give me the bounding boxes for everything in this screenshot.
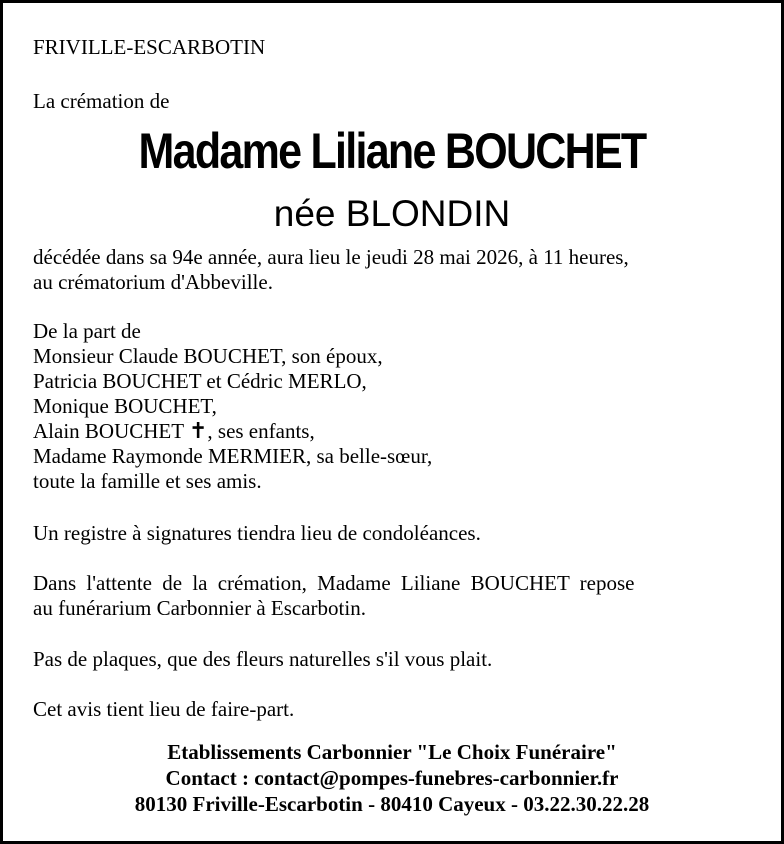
family-member: Madame Raymonde MERMIER, sa belle-sœur, xyxy=(33,444,433,468)
family-list xyxy=(33,319,751,494)
family-intro: De la part de xyxy=(33,319,141,343)
ceremony-line-2: au crématorium d'Abbeville. xyxy=(33,270,273,294)
registry-note: Un registre à signatures tiendra lieu de condoléances. xyxy=(33,521,481,545)
announcement-note: Cet avis tient lieu de faire-part. xyxy=(33,697,295,721)
maiden-name: née BLONDIN xyxy=(273,193,511,234)
family-member-deceased xyxy=(33,419,751,444)
ceremony-details xyxy=(33,245,751,295)
rest-details xyxy=(33,571,751,621)
cross-icon: ✝ xyxy=(188,419,208,444)
ceremony-line-1: décédée dans sa 94e année, aura lieu le jeudi 28 mai 2026, à 11 heures, xyxy=(33,245,629,269)
company-name: Etablissements Carbonnier "Le Choix Funéraire" xyxy=(167,740,617,764)
family-member: Monique BOUCHET, xyxy=(33,394,217,418)
deceased-child-suffix: , ses enfants, xyxy=(207,419,315,443)
family-member: Patricia BOUCHET et Cédric MERLO, xyxy=(33,369,367,393)
rest-line-1: Dans l'attente de la crémation, Madame Liliane BOUCHET repose xyxy=(33,571,635,595)
town-heading: FRIVILLE-ESCARBOTIN xyxy=(33,35,266,59)
funeral-home-footer xyxy=(3,739,781,817)
contact-line: Contact : contact@pompes-funebres-carbonnier.fr xyxy=(165,766,619,790)
cremation-intro: La crémation de xyxy=(33,89,170,113)
rest-line-2: au funérarium Carbonnier à Escarbotin. xyxy=(33,596,366,620)
deceased-name: Madame Liliane BOUCHET xyxy=(138,123,646,179)
family-member: Monsieur Claude BOUCHET, son époux, xyxy=(33,344,383,368)
deceased-child-name: Alain BOUCHET xyxy=(33,419,184,443)
address-line: 80130 Friville-Escarbotin - 80410 Cayeux - 03.22.30.22.28 xyxy=(134,792,650,816)
flowers-note: Pas de plaques, que des fleurs naturelles s'il vous plait. xyxy=(33,647,493,671)
family-member: toute la famille et ses amis. xyxy=(33,469,262,493)
